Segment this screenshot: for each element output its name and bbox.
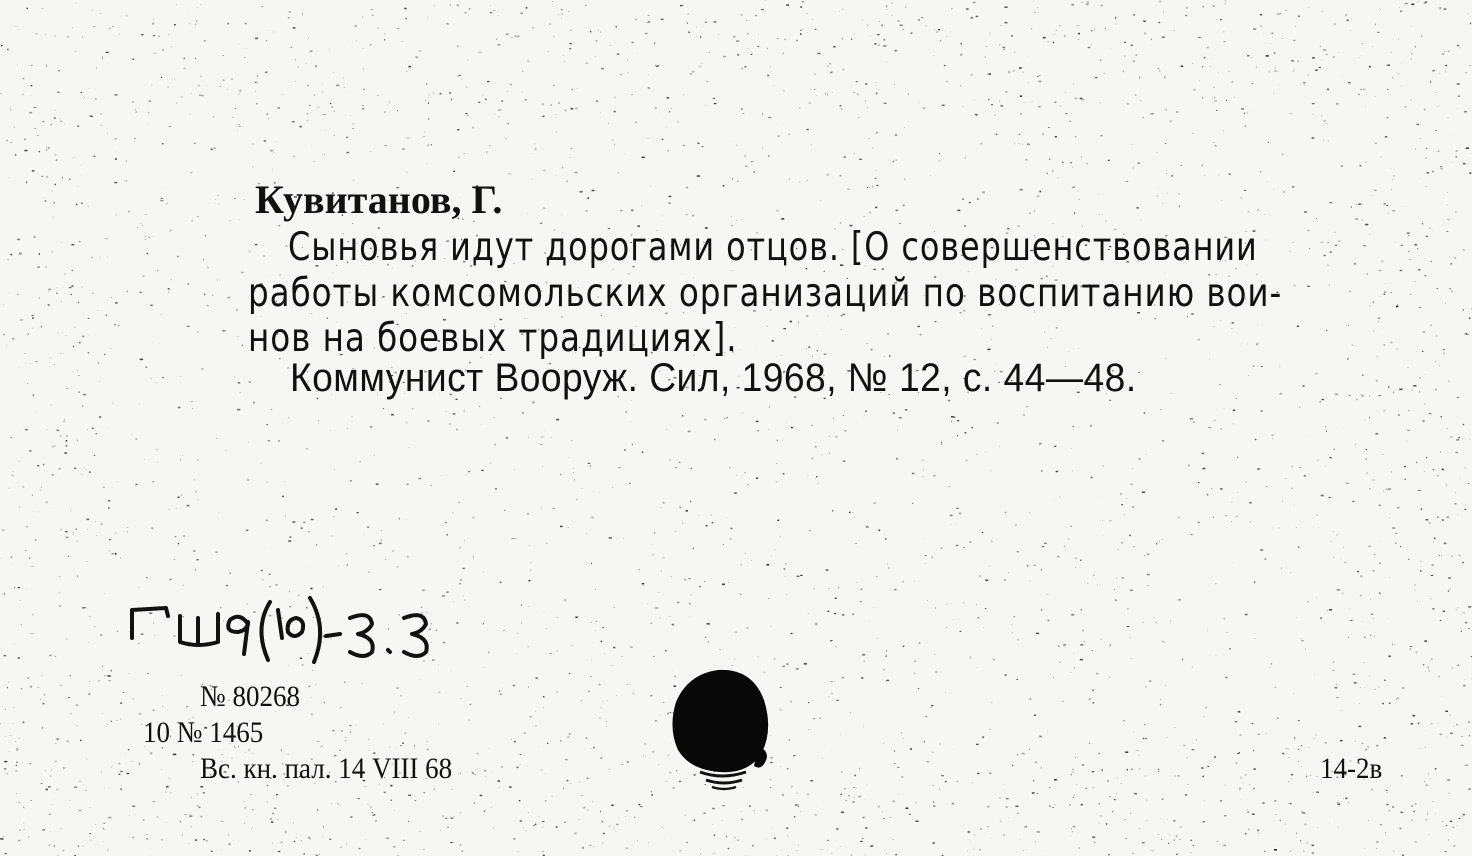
title-line-3: нов на боевых традициях]. [248,316,738,361]
title-line-1: Сыновья идут дорогами отцов. [О совершенствовании [288,225,1258,270]
handwritten-shelfmark [118,588,498,668]
author-heading: Кувитанов, Г. [255,177,503,222]
title-line-2: работы комсомольских организаций по воспитанию вои- [248,271,1283,316]
copy-number: 10 № 1465 [143,716,264,749]
imprint-line: Вс. кн. пал. 14 VIII 68 [200,752,453,785]
ink-blot-punch-hole [660,666,780,796]
card-code: 14-2в [1320,752,1383,785]
source-citation: Коммунист Вооруж. Сил, 1968, № 12, с. 44—48. [290,356,1137,400]
registration-number: № 80268 [200,680,301,713]
